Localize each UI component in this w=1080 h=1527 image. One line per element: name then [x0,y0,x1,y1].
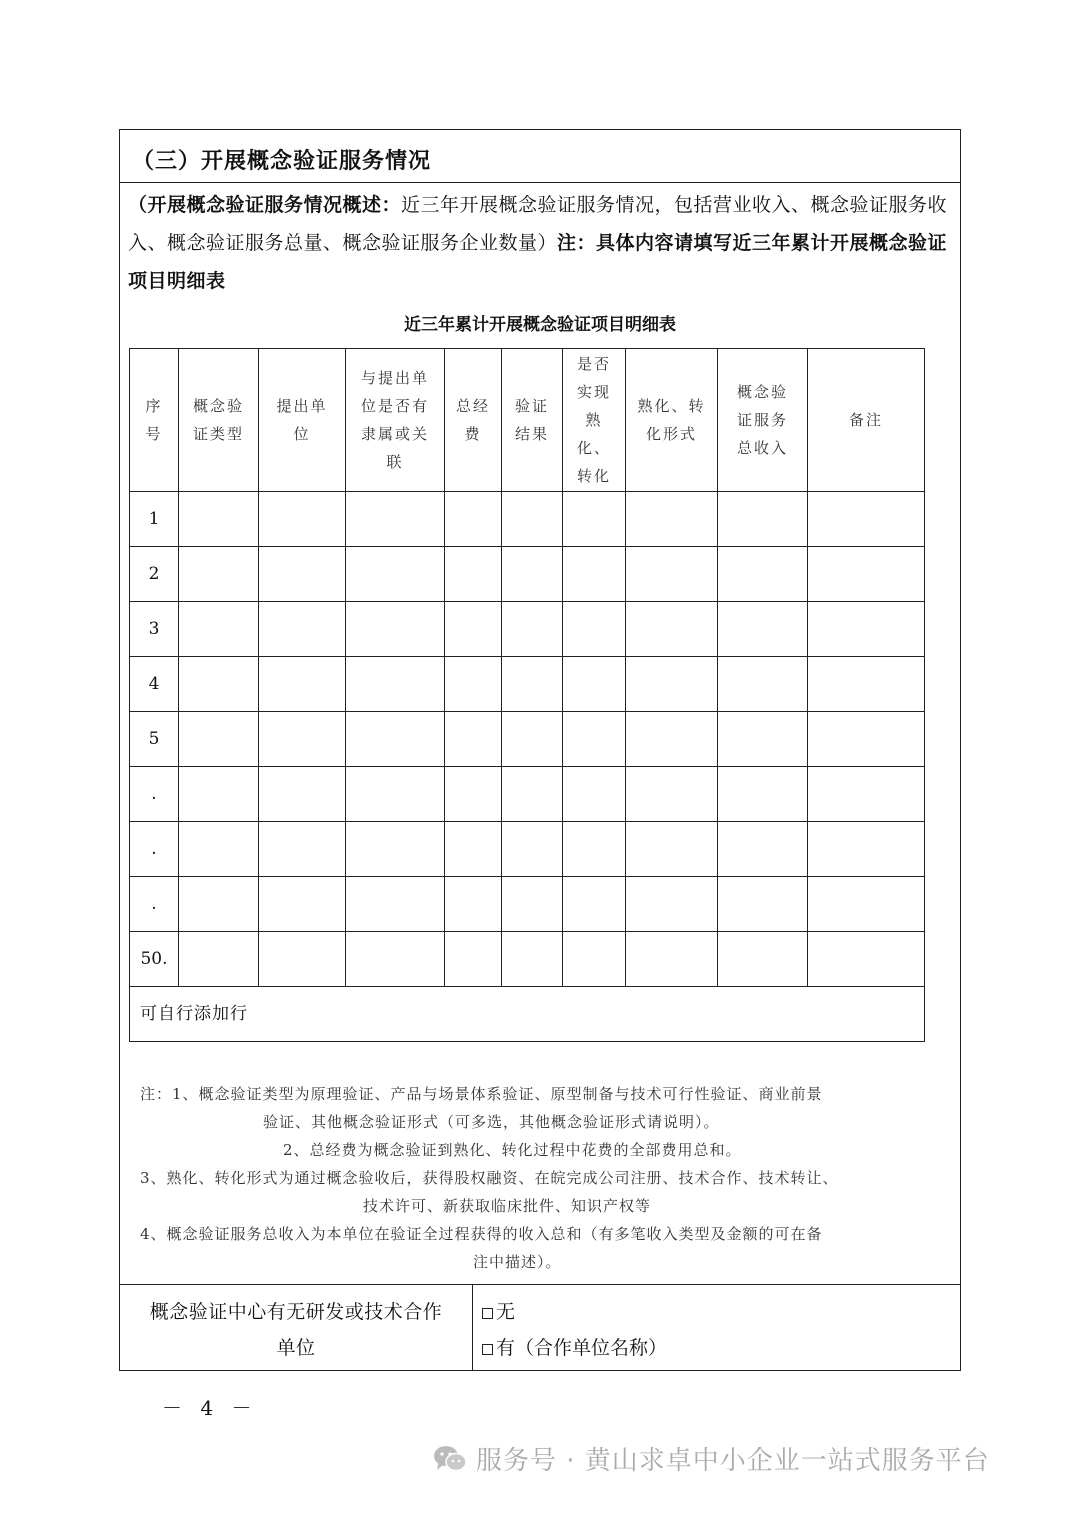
overview-heading: （开展概念验证服务情况概述： [128,194,402,216]
table-cell[interactable] [718,602,808,657]
table-cell[interactable] [626,877,718,932]
table-row [130,657,925,712]
table-row [130,712,925,767]
table-cell[interactable] [626,547,718,602]
table-cell[interactable] [502,932,563,987]
row-number: . [130,877,179,932]
table-cell[interactable] [179,822,259,877]
table-cell[interactable] [259,492,346,547]
add-row-text: 可自行添加行 [130,987,925,1042]
table-cell[interactable] [346,932,445,987]
table-cell[interactable] [179,932,259,987]
table-cell[interactable] [259,877,346,932]
table-cell[interactable] [179,602,259,657]
overview-text: 近三年开展概念验证服务情况，包括营业收入、概念验证服务收入、概念验证服务总量、概念验证服务企业数量） [128,194,948,254]
table-cell[interactable] [502,712,563,767]
table-cell[interactable] [179,547,259,602]
table-row [130,877,925,932]
table-cell[interactable] [346,712,445,767]
table-cell[interactable] [718,492,808,547]
watermark [432,1440,990,1477]
table-cell[interactable] [502,822,563,877]
table-cell[interactable] [563,822,626,877]
option-yes[interactable] [482,1330,667,1366]
table-cell[interactable] [808,712,925,767]
table-cell[interactable] [563,767,626,822]
table-cell[interactable] [626,767,718,822]
table-cell[interactable] [563,877,626,932]
option-none[interactable] [482,1294,515,1330]
table-cell[interactable] [718,932,808,987]
note-line: 注中描述）。 [473,1253,562,1271]
table-cell[interactable] [563,657,626,712]
divider [120,182,960,183]
watermark-text: 服务号 · 黄山求卓中小企业一站式服务平台 [476,1446,990,1476]
cooperation-label [120,1294,472,1366]
table-row [130,547,925,602]
table-cell[interactable] [445,767,502,822]
header-cell: 备注 [808,349,925,492]
note-line: 2、总经费为概念验证到熟化、转化过程中花费的全部费用总和。 [283,1141,742,1159]
table-title: 近三年累计开展概念验证项目明细表 [404,315,676,335]
project-detail-table [129,348,925,1042]
table-cell[interactable] [445,822,502,877]
table-cell[interactable] [563,932,626,987]
note-line: 技术许可、新获取临床批件、知识产权等 [363,1197,652,1215]
cooperation-label-line: 单位 [276,1337,316,1359]
table-cell[interactable] [808,602,925,657]
row-number: 1 [130,492,179,547]
table-cell[interactable] [502,767,563,822]
table-cell[interactable] [259,602,346,657]
table-cell[interactable] [445,547,502,602]
table-cell[interactable] [502,547,563,602]
add-row-note [130,987,925,1042]
table-row [130,602,925,657]
header-cell: 总经费 [445,349,502,492]
table-cell[interactable] [808,877,925,932]
overview-note: 注：具体内容请填写近三年累计开展概念验证项目明细表 [128,232,948,292]
header-cell: 熟化、转化形式 [626,349,718,492]
table-row [130,932,925,987]
table-cell[interactable] [626,822,718,877]
row-number: 3 [130,602,179,657]
table-cell[interactable] [445,657,502,712]
checkbox-none[interactable] [482,1308,493,1319]
table-cell[interactable] [445,602,502,657]
divider [472,1284,473,1370]
table-cell[interactable] [179,492,259,547]
table-cell[interactable] [718,547,808,602]
table-row [130,822,925,877]
table-cell[interactable] [563,602,626,657]
checkbox-yes[interactable] [482,1344,493,1355]
table-cell[interactable] [346,657,445,712]
table-cell[interactable] [445,932,502,987]
header-cell: 是否实现熟化、转化 [563,349,626,492]
table-cell[interactable] [179,767,259,822]
table-cell[interactable] [808,932,925,987]
table-cell[interactable] [563,492,626,547]
row-number: . [130,767,179,822]
header-cell: 提出单位 [259,349,346,492]
table-cell[interactable] [259,932,346,987]
table-cell[interactable] [626,602,718,657]
header-row [130,349,925,492]
cooperation-label-line: 概念验证中心有无研发或技术合作 [149,1301,443,1323]
table-cell[interactable] [179,712,259,767]
option-none-label: 无 [496,1301,516,1323]
header-cell: 验证结果 [502,349,563,492]
table-cell[interactable] [445,712,502,767]
table-cell[interactable] [259,712,346,767]
header-cell: 概念验证服务总收入 [718,349,808,492]
row-number: 5 [130,712,179,767]
table-cell[interactable] [445,877,502,932]
note-line: 验证、其他概念验证形式（可多选，其他概念验证形式请说明）。 [263,1113,720,1131]
table-cell[interactable] [626,932,718,987]
table-cell[interactable] [445,492,502,547]
row-number: 2 [130,547,179,602]
overview-paragraph [128,186,954,300]
table-cell[interactable] [346,877,445,932]
section-title: （三）开展概念验证服务情况 [132,148,432,174]
row-number: . [130,822,179,877]
table-cell[interactable] [718,822,808,877]
table-cell[interactable] [626,712,718,767]
option-yes-label: 有（合作单位名称） [496,1337,668,1359]
row-number: 50. [130,932,179,987]
page-number: － 4 － [162,1396,258,1420]
table-cell[interactable] [179,657,259,712]
table-cell[interactable] [563,547,626,602]
table-cell[interactable] [259,767,346,822]
table-cell[interactable] [346,822,445,877]
form-frame [119,129,961,1371]
table-row [130,767,925,822]
table-cell[interactable] [718,767,808,822]
table-cell[interactable] [808,822,925,877]
table-cell[interactable] [346,602,445,657]
table-cell[interactable] [502,657,563,712]
table-cell[interactable] [808,767,925,822]
wechat-icon [432,1443,468,1475]
table-cell[interactable] [346,767,445,822]
table-cell[interactable] [259,822,346,877]
table-cell[interactable] [259,547,346,602]
table-cell[interactable] [808,492,925,547]
table-cell[interactable] [179,877,259,932]
table-cell[interactable] [718,657,808,712]
table-cell[interactable] [626,492,718,547]
table-cell[interactable] [808,657,925,712]
table-cell[interactable] [502,877,563,932]
table-row [130,492,925,547]
table-cell[interactable] [626,657,718,712]
row-number: 4 [130,657,179,712]
table-cell[interactable] [346,492,445,547]
note-line: 注：1、概念验证类型为原理验证、产品与场景体系验证、原型制备与技术可行性验证、商业前景 [140,1085,823,1103]
table-cell[interactable] [718,877,808,932]
table-cell[interactable] [563,712,626,767]
table-cell[interactable] [502,492,563,547]
note-line: 4、概念验证服务总收入为本单位在验证全过程获得的收入总和（有多笔收入类型及金额的可在备 [140,1225,823,1243]
table-cell[interactable] [718,712,808,767]
table-cell[interactable] [346,547,445,602]
header-cell: 概念验证类型 [179,349,259,492]
table-cell[interactable] [259,657,346,712]
table-cell[interactable] [808,547,925,602]
table-cell[interactable] [502,602,563,657]
divider [120,1284,960,1285]
header-cell: 序号 [130,349,179,492]
note-line: 3、熟化、转化形式为通过概念验收后，获得股权融资、在皖完成公司注册、技术合作、技术转让、 [140,1169,839,1187]
header-cell: 与提出单位是否有隶属或关联 [346,349,445,492]
